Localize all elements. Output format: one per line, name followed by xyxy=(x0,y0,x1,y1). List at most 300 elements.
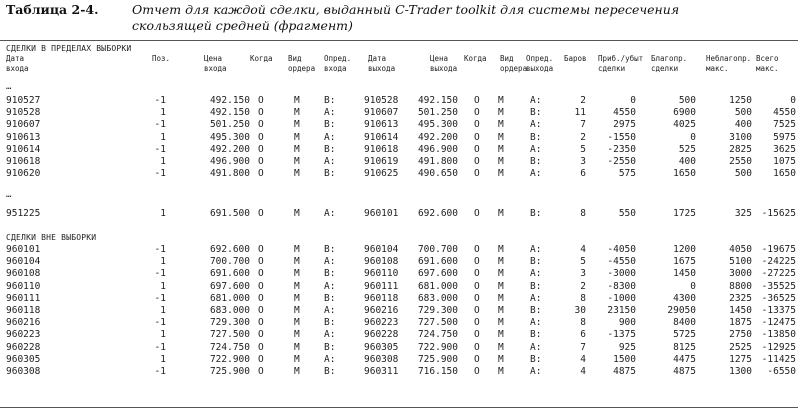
cell-exit_date: 910614 xyxy=(364,131,399,143)
cell-exit_order: M xyxy=(498,268,504,280)
cell-exit_order: M xyxy=(498,131,504,143)
cell-entry_price: 691.500 xyxy=(209,208,250,219)
cell-fav: 1650 xyxy=(673,168,696,180)
cell-total: 7525 xyxy=(773,119,796,131)
cell-entry_date: 910613 xyxy=(6,131,41,143)
cell-fav: 8400 xyxy=(673,317,696,329)
cell-exit_order: M xyxy=(498,208,504,219)
cell-pnl: 0 xyxy=(630,95,636,106)
table-row xyxy=(6,317,796,329)
cell-exit_date: 960118 xyxy=(364,292,399,304)
cell-pnl: 4550 xyxy=(613,107,636,119)
cell-fav: 525 xyxy=(678,143,696,155)
cell-exit_when: O xyxy=(474,305,480,316)
cell-entry_when: O xyxy=(258,268,264,280)
cell-exit_def: B: xyxy=(530,353,542,365)
table-number: Таблица 2-4. xyxy=(6,2,99,17)
table-row xyxy=(6,208,796,220)
table-row xyxy=(6,95,796,107)
cell-fav: 4875 xyxy=(673,366,696,377)
cell-exit_when: O xyxy=(474,244,480,255)
cell-exit_price: 716.150 xyxy=(417,366,458,377)
cell-entry_order: M xyxy=(294,208,300,219)
cell-exit_price: 722.900 xyxy=(417,341,458,353)
cell-exit_when: O xyxy=(474,292,480,304)
cell-exit_order: M xyxy=(498,305,504,316)
cell-pnl: 1500 xyxy=(613,353,636,365)
cell-entry_def: B: xyxy=(324,143,336,155)
header-unfav-line1: Неблагопр. xyxy=(706,54,752,63)
cell-exit_price: 491.800 xyxy=(417,156,458,167)
cell-exit_def: B: xyxy=(530,107,542,119)
cell-exit_order: M xyxy=(498,95,504,106)
table-row xyxy=(6,329,796,341)
cell-exit_def: A: xyxy=(530,143,542,155)
cell-total: 5975 xyxy=(773,131,796,143)
cell-entry_def: B: xyxy=(324,268,336,280)
cell-pnl: 575 xyxy=(618,168,636,180)
cell-fav: 6900 xyxy=(673,107,696,119)
cell-total: -12925 xyxy=(761,341,796,353)
cell-total: -13375 xyxy=(761,305,796,316)
cell-entry_when: O xyxy=(258,143,264,155)
cell-unfav: 2525 xyxy=(729,341,752,353)
table-row xyxy=(6,168,796,180)
cell-exit_date: 910607 xyxy=(364,107,399,119)
table-row xyxy=(6,156,796,168)
cell-entry_order: M xyxy=(294,292,300,304)
cell-exit_def: A: xyxy=(530,292,542,304)
cell-entry_order: M xyxy=(294,268,300,280)
header-entry_when xyxy=(250,54,286,74)
cell-bars: 5 xyxy=(580,143,586,155)
cell-entry_def: A: xyxy=(324,353,336,365)
cell-entry_when: O xyxy=(258,329,264,341)
cell-pnl: -4050 xyxy=(607,244,636,255)
cell-exit_date: 910618 xyxy=(364,143,399,155)
header-exit_order-line1: Вид xyxy=(500,54,514,63)
cell-position: -1 xyxy=(154,95,166,106)
cell-fav: 29050 xyxy=(667,305,696,316)
cell-entry_date: 910618 xyxy=(6,156,41,167)
cell-entry_price: 692.600 xyxy=(209,244,250,255)
cell-fav: 4025 xyxy=(673,119,696,131)
header-entry_def-line1: Опред. xyxy=(324,54,352,63)
cell-bars: 2 xyxy=(580,280,586,292)
header-pnl xyxy=(598,54,653,74)
cell-entry_def: B: xyxy=(324,341,336,353)
cell-unfav: 3000 xyxy=(729,268,752,280)
cell-position: 1 xyxy=(160,353,166,365)
header-entry_when-line1: Когда xyxy=(250,54,273,63)
cell-exit_date: 960111 xyxy=(364,280,399,292)
cell-exit_when: O xyxy=(474,156,480,167)
cell-entry_def: A: xyxy=(324,208,336,219)
cell-exit_price: 692.600 xyxy=(417,208,458,219)
cell-entry_when: O xyxy=(258,341,264,353)
header-exit_date-line1: Дата xyxy=(368,54,387,63)
cell-pnl: -1375 xyxy=(607,329,636,341)
header-entry_price-line1: Цена xyxy=(204,54,223,63)
cell-position: 1 xyxy=(160,280,166,292)
header-entry_order xyxy=(288,54,322,74)
header-entry_when-line2 xyxy=(250,64,286,74)
cell-total: -13850 xyxy=(761,329,796,341)
cell-position: 1 xyxy=(160,329,166,341)
cell-entry_order: M xyxy=(294,156,300,167)
table-row xyxy=(6,354,796,366)
cell-bars: 30 xyxy=(574,305,586,316)
cell-entry_date: 960101 xyxy=(6,244,41,255)
cell-exit_price: 681.000 xyxy=(417,280,458,292)
header-entry_price xyxy=(204,54,249,74)
cell-exit_when: O xyxy=(474,119,480,131)
cell-entry_order: M xyxy=(294,107,300,119)
cell-position: -1 xyxy=(154,119,166,131)
cell-exit_order: M xyxy=(498,292,504,304)
cell-entry_when: O xyxy=(258,292,264,304)
header-entry_date-line1: Дата xyxy=(6,54,25,63)
header-position-line1: Поз. xyxy=(152,54,171,63)
cell-exit_def: B: xyxy=(530,329,542,341)
cell-exit_when: O xyxy=(474,341,480,353)
cell-exit_date: 960110 xyxy=(364,268,399,280)
cell-entry_price: 725.900 xyxy=(209,366,250,377)
header-entry_order-line1: Вид xyxy=(288,54,302,63)
table-row xyxy=(6,144,796,156)
cell-entry_price: 729.300 xyxy=(209,317,250,329)
cell-entry_when: O xyxy=(258,95,264,106)
cell-position: 1 xyxy=(160,305,166,316)
cell-exit_price: 492.150 xyxy=(417,95,458,106)
cell-total: -24225 xyxy=(761,256,796,268)
cell-total: 4550 xyxy=(773,107,796,119)
cell-fav: 400 xyxy=(678,156,696,167)
cell-exit_when: O xyxy=(474,366,480,377)
cell-entry_def: A: xyxy=(324,131,336,143)
cell-exit_def: B: xyxy=(530,208,542,219)
cell-total: 3625 xyxy=(773,143,796,155)
cell-entry_price: 496.900 xyxy=(209,156,250,167)
cell-exit_order: M xyxy=(498,107,504,119)
cell-entry_when: O xyxy=(258,256,264,268)
cell-fav: 8125 xyxy=(673,341,696,353)
cell-entry_order: M xyxy=(294,244,300,255)
cell-entry_order: M xyxy=(294,131,300,143)
cell-entry_date: 960228 xyxy=(6,341,41,353)
cell-entry_date: 910620 xyxy=(6,168,41,180)
cell-exit_order: M xyxy=(498,329,504,341)
cell-exit_date: 960228 xyxy=(364,329,399,341)
cell-position: 1 xyxy=(160,131,166,143)
cell-pnl: -2550 xyxy=(607,156,636,167)
cell-unfav: 1275 xyxy=(729,353,752,365)
cell-pnl: -1550 xyxy=(607,131,636,143)
cell-exit_date: 960223 xyxy=(364,317,399,329)
cell-exit_when: O xyxy=(474,353,480,365)
cell-entry_when: O xyxy=(258,119,264,131)
cell-total: -11425 xyxy=(761,353,796,365)
cell-entry_date: 960104 xyxy=(6,256,41,268)
cell-exit_date: 910528 xyxy=(364,95,399,106)
cell-exit_when: O xyxy=(474,317,480,329)
cell-entry_price: 681.000 xyxy=(209,292,250,304)
cell-exit_def: B: xyxy=(530,305,542,316)
cell-exit_def: A: xyxy=(530,168,542,180)
cell-exit_def: A: xyxy=(530,317,542,329)
cell-unfav: 325 xyxy=(734,208,752,219)
cell-exit_price: 697.600 xyxy=(417,268,458,280)
cell-entry_def: B: xyxy=(324,244,336,255)
cell-fav: 1200 xyxy=(673,244,696,255)
cell-bars: 8 xyxy=(580,292,586,304)
cell-total: 1075 xyxy=(773,156,796,167)
ellipsis-middle: … xyxy=(6,190,12,200)
header-exit_def-line1: Опред. xyxy=(526,54,554,63)
cell-bars: 4 xyxy=(580,366,586,377)
cell-unfav: 8800 xyxy=(729,280,752,292)
cell-exit_date: 960101 xyxy=(364,208,399,219)
cell-entry_def: B: xyxy=(324,317,336,329)
cell-exit_order: M xyxy=(498,280,504,292)
header-exit_order-line2: ордера xyxy=(500,64,528,73)
cell-total: -12475 xyxy=(761,317,796,329)
cell-exit_price: 691.600 xyxy=(417,256,458,268)
cell-entry_date: 910614 xyxy=(6,143,41,155)
cell-exit_when: O xyxy=(474,268,480,280)
cell-pnl: -1000 xyxy=(607,292,636,304)
cell-exit_def: A: xyxy=(530,119,542,131)
cell-exit_price: 496.900 xyxy=(417,143,458,155)
cell-entry_price: 492.200 xyxy=(209,143,250,155)
cell-total: -6550 xyxy=(767,366,796,377)
cell-entry_price: 491.800 xyxy=(209,168,250,180)
cell-entry_price: 495.300 xyxy=(209,131,250,143)
cell-entry_when: O xyxy=(258,156,264,167)
cell-unfav: 2825 xyxy=(729,143,752,155)
cell-entry_price: 722.900 xyxy=(209,353,250,365)
cell-pnl: 925 xyxy=(618,341,636,353)
header-entry_date xyxy=(6,54,56,74)
cell-position: 1 xyxy=(160,256,166,268)
cell-unfav: 500 xyxy=(734,107,752,119)
cell-total: -36525 xyxy=(761,292,796,304)
cell-bars: 6 xyxy=(580,329,586,341)
header-exit_date-line2: выхода xyxy=(368,64,396,73)
cell-entry_price: 492.150 xyxy=(209,95,250,106)
cell-exit_when: O xyxy=(474,280,480,292)
table-row xyxy=(6,342,796,354)
cell-bars: 11 xyxy=(574,107,586,119)
cell-entry_order: M xyxy=(294,280,300,292)
header-total xyxy=(756,54,796,74)
table-row xyxy=(6,281,796,293)
cell-exit_price: 501.250 xyxy=(417,107,458,119)
cell-pnl: -8300 xyxy=(607,280,636,292)
header-exit_def-line2: выхода xyxy=(526,64,554,73)
cell-entry_date: 960308 xyxy=(6,366,41,377)
cell-exit_def: A: xyxy=(530,366,542,377)
cell-pnl: 23150 xyxy=(607,305,636,316)
header-pnl-line2: сделки xyxy=(598,64,626,73)
cell-exit_price: 492.200 xyxy=(417,131,458,143)
cell-total: 0 xyxy=(790,95,796,106)
header-entry_date-line2: входа xyxy=(6,64,29,73)
table-title: Отчет для каждой сделки, выданный C-Trader toolkit для системы пересечения скользящей средней (фрагмент) xyxy=(132,2,680,33)
cell-exit_def: B: xyxy=(530,131,542,143)
cell-exit_when: O xyxy=(474,95,480,106)
cell-exit_order: M xyxy=(498,143,504,155)
header-fav-line2: сделки xyxy=(651,64,679,73)
cell-position: -1 xyxy=(154,244,166,255)
cell-unfav: 400 xyxy=(734,119,752,131)
cell-bars: 4 xyxy=(580,244,586,255)
cell-entry_date: 960108 xyxy=(6,268,41,280)
table-row xyxy=(6,293,796,305)
header-exit_price-line1: Цена xyxy=(430,54,449,63)
cell-total: 1650 xyxy=(773,168,796,180)
cell-bars: 8 xyxy=(580,317,586,329)
cell-entry_def: B: xyxy=(324,119,336,131)
cell-entry_order: M xyxy=(294,329,300,341)
table-row xyxy=(6,119,796,131)
cell-exit_order: M xyxy=(498,244,504,255)
cell-exit_order: M xyxy=(498,156,504,167)
cell-entry_def: B: xyxy=(324,168,336,180)
cell-exit_price: 683.000 xyxy=(417,292,458,304)
ellipsis-top: … xyxy=(6,82,12,92)
header-position-line2 xyxy=(152,64,182,74)
cell-pnl: 2975 xyxy=(613,119,636,131)
cell-exit_date: 910613 xyxy=(364,119,399,131)
cell-entry_def: A: xyxy=(324,156,336,167)
cell-entry_def: B: xyxy=(324,95,336,106)
cell-exit_def: B: xyxy=(530,156,542,167)
cell-exit_def: B: xyxy=(530,256,542,268)
cell-fav: 500 xyxy=(678,95,696,106)
header-bars-line2 xyxy=(564,64,598,74)
cell-exit_when: O xyxy=(474,329,480,341)
cell-exit_price: 725.900 xyxy=(417,353,458,365)
cell-unfav: 2750 xyxy=(729,329,752,341)
cell-entry_def: A: xyxy=(324,107,336,119)
cell-unfav: 4050 xyxy=(729,244,752,255)
cell-entry_order: M xyxy=(294,168,300,180)
cell-entry_when: O xyxy=(258,305,264,316)
cell-entry_date: 960216 xyxy=(6,317,41,329)
cell-unfav: 1450 xyxy=(729,305,752,316)
cell-pnl: -3000 xyxy=(607,268,636,280)
cell-entry_when: O xyxy=(258,317,264,329)
cell-exit_price: 700.700 xyxy=(417,244,458,255)
cell-exit_when: O xyxy=(474,168,480,180)
cell-entry_when: O xyxy=(258,280,264,292)
cell-fav: 1675 xyxy=(673,256,696,268)
table-row xyxy=(6,244,796,256)
cell-exit_when: O xyxy=(474,256,480,268)
cell-exit_order: M xyxy=(498,119,504,131)
cell-bars: 2 xyxy=(580,131,586,143)
cell-exit_def: A: xyxy=(530,244,542,255)
cell-entry_when: O xyxy=(258,353,264,365)
cell-exit_date: 910619 xyxy=(364,156,399,167)
cell-entry_date: 960223 xyxy=(6,329,41,341)
cell-entry_date: 960305 xyxy=(6,353,41,365)
cell-exit_when: O xyxy=(474,208,480,219)
cell-unfav: 500 xyxy=(734,168,752,180)
cell-unfav: 1250 xyxy=(729,95,752,106)
cell-entry_def: A: xyxy=(324,280,336,292)
table-row xyxy=(6,305,796,317)
cell-exit_order: M xyxy=(498,317,504,329)
cell-fav: 1725 xyxy=(673,208,696,219)
cell-position: 1 xyxy=(160,107,166,119)
header-bars xyxy=(564,54,598,74)
cell-unfav: 2550 xyxy=(729,156,752,167)
header-entry_price-line2: входа xyxy=(204,64,227,73)
cell-entry_price: 501.250 xyxy=(209,119,250,131)
cell-entry_def: B: xyxy=(324,366,336,377)
table-row xyxy=(6,256,796,268)
table-row xyxy=(6,132,796,144)
cell-bars: 6 xyxy=(580,168,586,180)
header-pnl-line1: Приб./убыт xyxy=(598,54,644,63)
cell-entry_order: M xyxy=(294,143,300,155)
cell-exit_def: A: xyxy=(530,341,542,353)
cell-entry_def: A: xyxy=(324,256,336,268)
cell-exit_order: M xyxy=(498,341,504,353)
cell-position: -1 xyxy=(154,366,166,377)
cell-position: -1 xyxy=(154,341,166,353)
cell-exit_order: M xyxy=(498,168,504,180)
cell-entry_price: 727.500 xyxy=(209,329,250,341)
cell-exit_order: M xyxy=(498,353,504,365)
cell-pnl: 550 xyxy=(618,208,636,219)
cell-entry_order: M xyxy=(294,353,300,365)
cell-pnl: -4550 xyxy=(607,256,636,268)
cell-position: -1 xyxy=(154,317,166,329)
header-position xyxy=(152,54,182,74)
cell-pnl: 900 xyxy=(618,317,636,329)
cell-bars: 2 xyxy=(580,95,586,106)
cell-position: 1 xyxy=(160,156,166,167)
cell-position: 1 xyxy=(160,208,166,219)
cell-entry_when: O xyxy=(258,244,264,255)
cell-entry_price: 683.000 xyxy=(209,305,250,316)
header-entry_def xyxy=(324,54,364,74)
cell-exit_when: O xyxy=(474,131,480,143)
cell-bars: 3 xyxy=(580,156,586,167)
cell-exit_price: 727.500 xyxy=(417,317,458,329)
cell-entry_price: 691.600 xyxy=(209,268,250,280)
cell-fav: 0 xyxy=(690,280,696,292)
table-row xyxy=(6,268,796,280)
cell-exit_date: 960311 xyxy=(364,366,399,377)
cell-exit_order: M xyxy=(498,366,504,377)
cell-total: -15625 xyxy=(761,208,796,219)
header-unfav-line2: макс. xyxy=(706,64,729,73)
cell-fav: 4300 xyxy=(673,292,696,304)
cell-exit_price: 729.300 xyxy=(417,305,458,316)
cell-fav: 0 xyxy=(690,131,696,143)
cell-entry_date: 960118 xyxy=(6,305,41,316)
cell-exit_date: 960308 xyxy=(364,353,399,365)
in-sample-heading: СДЕЛКИ В ПРЕДЕЛАХ ВЫБОРКИ xyxy=(6,44,132,53)
cell-entry_price: 492.150 xyxy=(209,107,250,119)
cell-fav: 5725 xyxy=(673,329,696,341)
cell-entry_date: 910527 xyxy=(6,95,41,106)
cell-total: -27225 xyxy=(761,268,796,280)
